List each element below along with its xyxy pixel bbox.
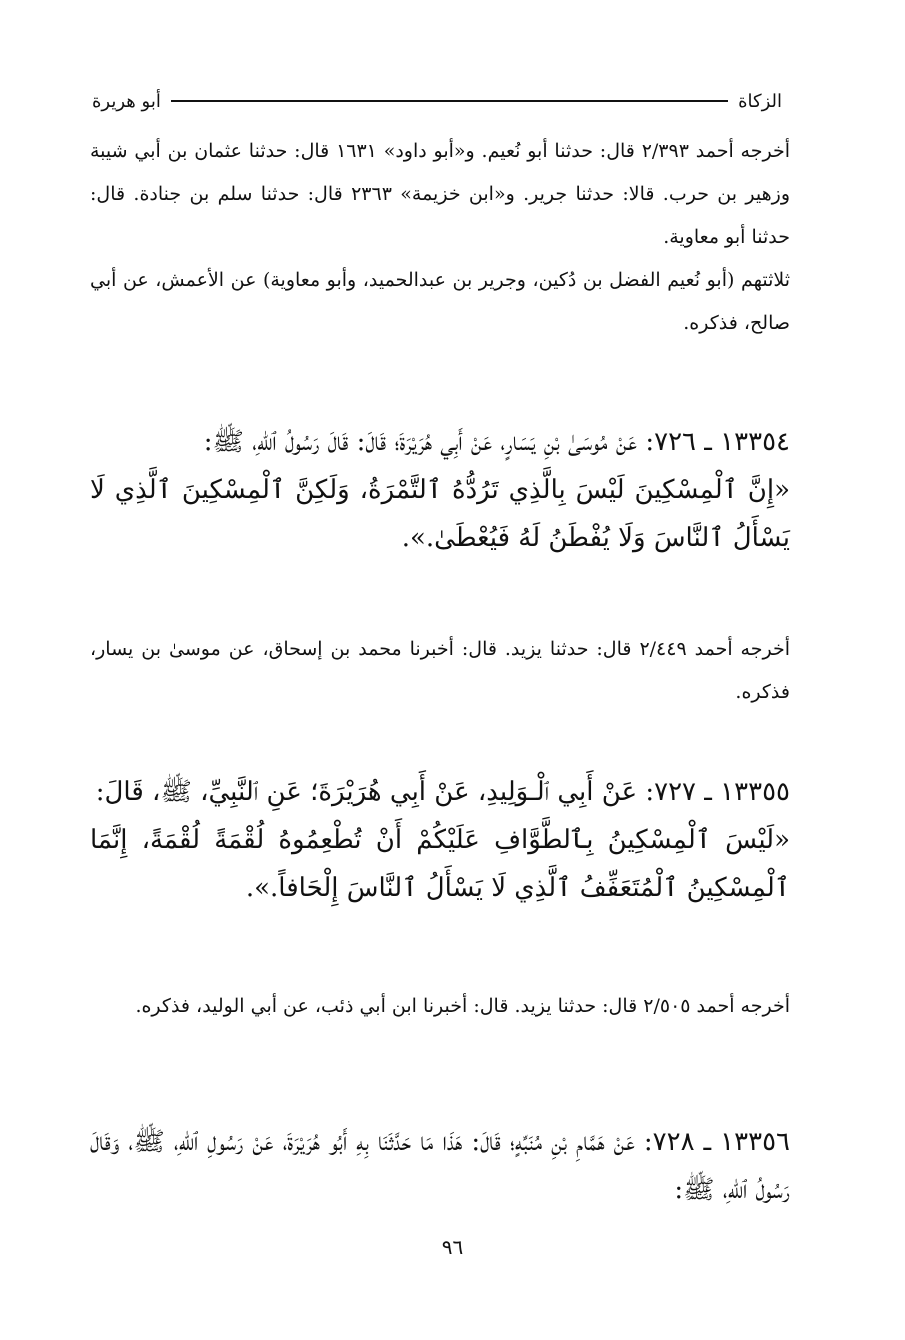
note-paragraph: أخرجه أحمد ٢/٤٤٩ قال: حدثنا يزيد. قال: أخبرنا محمد بن إسحاق، عن موسىٰ بن يسار، فذكره.: [90, 638, 790, 703]
narrator-title: أبو هريرة: [92, 90, 161, 112]
hadith-isnad: ١٣٣٥٤ ـ ٧٢٦: عَنْ مُوسَىٰ بْنِ يَسَارٍ، عَنْ أَبِي هُرَيْرَةَ؛ قَالَ: قَالَ رَسُولُ ٱللهِ، ﷺ:: [203, 427, 790, 457]
hadith-13355: [90, 768, 790, 912]
note-paragraph: ثلاثتهم (أبو نُعيم الفضل بن دُكين، وجرير بن عبدالحميد، وأبو معاوية) عن الأعمش، عن أبي صالح، فذكره.: [90, 269, 790, 334]
hadith-matn: «إِنَّ ٱلْمِسْكِينَ لَيْسَ بِالَّذِي تَرُدُّهُ ٱلتَّمْرَةُ، وَلَكِنَّ ٱلْمِسْكِينَ ٱلَّذِي لَا يَسْأَلُ ٱلنَّاسَ وَلَا يُفْطَنُ لَهُ فَيُعْطَىٰ.».: [90, 475, 790, 553]
hadith-13356: [90, 1118, 790, 1214]
note-paragraph: أخرجه أحمد ٢/٣٩٣ قال: حدثنا أبو نُعيم. و«أبو داود» ١٦٣١ قال: حدثنا عثمان بن أبي شيبة وزهير بن حرب. قالا: حدثنا جرير. و«ابن خزيمة» ٢٣٦٣ قال: حدثنا سلم بن جنادة. قال: حدثنا أبو معاوية.: [90, 140, 790, 248]
takhrij-note-2: [90, 628, 790, 714]
takhrij-note-1: [90, 130, 790, 345]
running-header: [92, 86, 782, 116]
chapter-title: الزكاة: [738, 90, 782, 112]
hadith-isnad: ١٣٣٥٦ ـ ٧٢٨: عَنْ هَمَّامِ بْنِ مُنَبِّهٍ؛ قَالَ: هَذَا مَا حَدَّثَنَا بِهِ أَبُو هُرَيْرَةَ، عَنْ رَسُولِ ٱللهِ، ﷺ، وَقَالَ رَسُولُ ٱللهِ، ﷺ:: [90, 1127, 790, 1205]
hadith-matn: «لَيْسَ ٱلْمِسْكِينُ بِٱلطَّوَّافِ عَلَيْكُمْ أَنْ تُطْعِمُوهُ لُقْمَةً لُقْمَةً، إِنَّمَا ٱلْمِسْكِينُ ٱلْمُتَعَفِّفُ ٱلَّذِي لَا يَسْأَلُ ٱلنَّاسَ إِلْحَافاً.».: [90, 825, 790, 903]
hadith-13354: [90, 418, 790, 562]
hadith-isnad: ١٣٣٥٥ ـ ٧٢٧: عَنْ أَبِي ٱلْـوَلِيدِ، عَنْ أَبِي هُرَيْرَةَ؛ عَنِ ٱلنَّبِيِّ، ﷺ، قَالَ:: [95, 777, 790, 807]
note-paragraph: أخرجه أحمد ٢/٥٠٥ قال: حدثنا يزيد. قال: أخبرنا ابن أبي ذئب، عن أبي الوليد، فذكره.: [135, 995, 790, 1017]
header-rule: [171, 100, 728, 102]
page-number: ٩٦: [441, 1235, 464, 1259]
takhrij-note-3: [90, 985, 790, 1028]
